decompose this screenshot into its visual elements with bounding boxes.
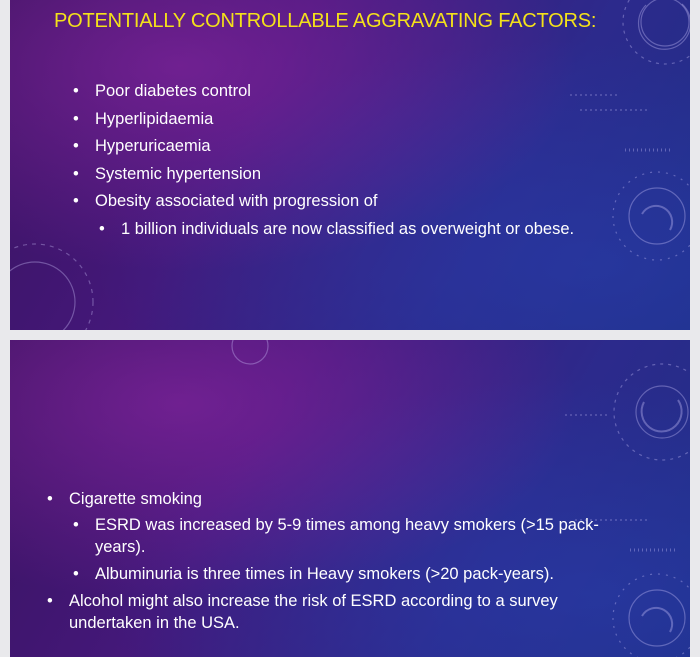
bullet-systemic-hypertension: • Systemic hypertension [95,161,655,189]
bullet-poor-diabetes-control: • Poor diabetes control [95,78,655,106]
bullet-cigarette-smoking: Cigarette smoking [69,490,202,508]
slide-1-bullet-list [95,78,655,243]
bullet-alcohol-esrd: • Alcohol might also increase the risk of ESRD according to a survey undertaken in the USA. [69,590,629,634]
sub-bullet-albuminuria: • Albuminuria is three times in Heavy smokers (>20 pack-years). [95,563,629,585]
slide-2-bullet-list [69,488,629,638]
bullet-obesity-group [95,188,655,243]
bullet-obesity: Obesity associated with progression of [95,192,378,210]
slide-2 [10,340,690,657]
slide-1 [10,0,690,330]
bullet-hyperuricaemia: • Hyperuricaemia [95,133,655,161]
obesity-sub-list [121,216,655,243]
bullet-hyperlipidaemia: • Hyperlipidaemia [95,106,655,134]
sub-bullet-overweight-obese: • 1 billion individuals are now classified as overweight or obese. [121,216,655,243]
bullet-cigarette-group [69,488,629,585]
smoking-sub-list [95,514,629,585]
slide-1-title: POTENTIALLY CONTROLLABLE AGGRAVATING FACTORS: [54,10,597,32]
sub-bullet-esrd-heavy-smokers: • ESRD was increased by 5-9 times among heavy smokers (>15 pack-years). [95,514,629,558]
